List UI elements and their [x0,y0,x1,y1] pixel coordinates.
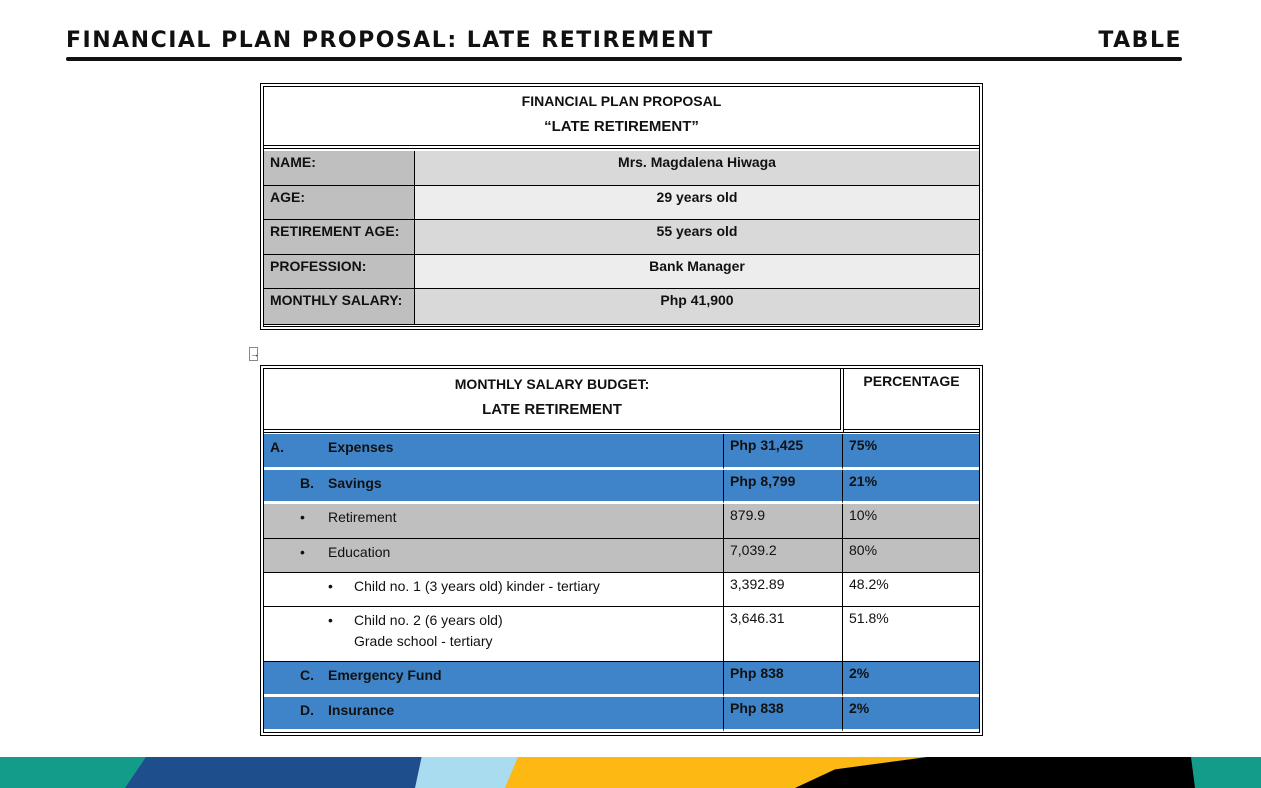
percentage-header [844,369,979,433]
profile-value: Bank Manager [415,255,979,289]
budget-item-label: Emergency Fund [328,667,442,683]
profile-value: 55 years old [415,220,979,255]
percentage-header-label: PERCENTAGE [863,373,960,389]
budget-amount: Php 31,425 [724,434,843,470]
budget-amount: Php 8,799 [724,470,843,504]
profile-value: Mrs. Magdalena Hiwaga [415,151,979,186]
budget-percentage: 2% [843,697,979,732]
budget-item-label: Retirement [328,509,397,525]
budget-item-marker: D. [300,702,314,718]
budget-amount: Php 838 [724,662,843,697]
profile-value: 29 years old [415,186,979,220]
budget-amount: 3,392.89 [724,573,843,607]
budget-item [264,697,724,732]
profile-value: Php 41,900 [415,289,979,325]
page-title: FINANCIAL PLAN PROPOSAL: LATE RETIREMENT [66,28,714,53]
profile-table [260,83,983,330]
budget-percentage: 48.2% [843,573,979,607]
budget-item-label: Savings [328,475,382,491]
budget-amount: 879.9 [724,504,843,539]
budget-item [264,504,724,539]
section-label: TABLE [1098,28,1182,53]
budget-item-label-line2: Grade school - tertiary [354,633,493,649]
budget-percentage: 75% [843,434,979,470]
budget-header [264,369,844,433]
budget-item-marker: A. [270,439,284,455]
budget-item-label: Expenses [328,439,394,455]
budget-item [264,573,724,607]
budget-item-marker: C. [300,667,314,683]
budget-item-marker: B. [300,475,314,491]
budget-subtitle: LATE RETIREMENT [482,401,622,418]
budget-item-marker: • [300,544,305,560]
budget-item [264,539,724,573]
profile-label: PROFESSION: [264,255,415,289]
budget-amount: 7,039.2 [724,539,843,573]
budget-amount: 3,646.31 [724,607,843,662]
profile-header [264,87,979,149]
budget-item [264,470,724,504]
profile-label: AGE: [264,186,415,220]
budget-item-label: Child no. 1 (3 years old) kinder - tertiary [354,578,600,594]
budget-item [264,662,724,697]
table-move-handle-icon[interactable]: → [250,349,259,359]
budget-item-label: Education [328,544,391,560]
budget-percentage: 21% [843,470,979,504]
budget-table [260,365,983,736]
footer-band-navy [125,757,425,788]
budget-item-marker: • [328,612,333,628]
profile-subtitle: “LATE RETIREMENT” [544,118,699,135]
budget-item-label: Insurance [328,702,395,718]
budget-title: MONTHLY SALARY BUDGET: [454,376,650,392]
profile-title: FINANCIAL PLAN PROPOSAL [521,93,722,109]
budget-item-marker: • [328,578,333,594]
budget-percentage: 51.8% [843,607,979,662]
budget-item-label: Child no. 2 (6 years old) [354,612,503,628]
budget-amount: Php 838 [724,697,843,732]
profile-label: NAME: [264,151,415,186]
title-underline [66,57,1182,61]
budget-item-marker: • [300,509,305,525]
budget-percentage: 80% [843,539,979,573]
budget-item [264,434,724,470]
budget-percentage: 10% [843,504,979,539]
budget-percentage: 2% [843,662,979,697]
budget-item [264,607,724,662]
profile-label: RETIREMENT AGE: [264,220,415,255]
profile-label: MONTHLY SALARY: [264,289,415,325]
